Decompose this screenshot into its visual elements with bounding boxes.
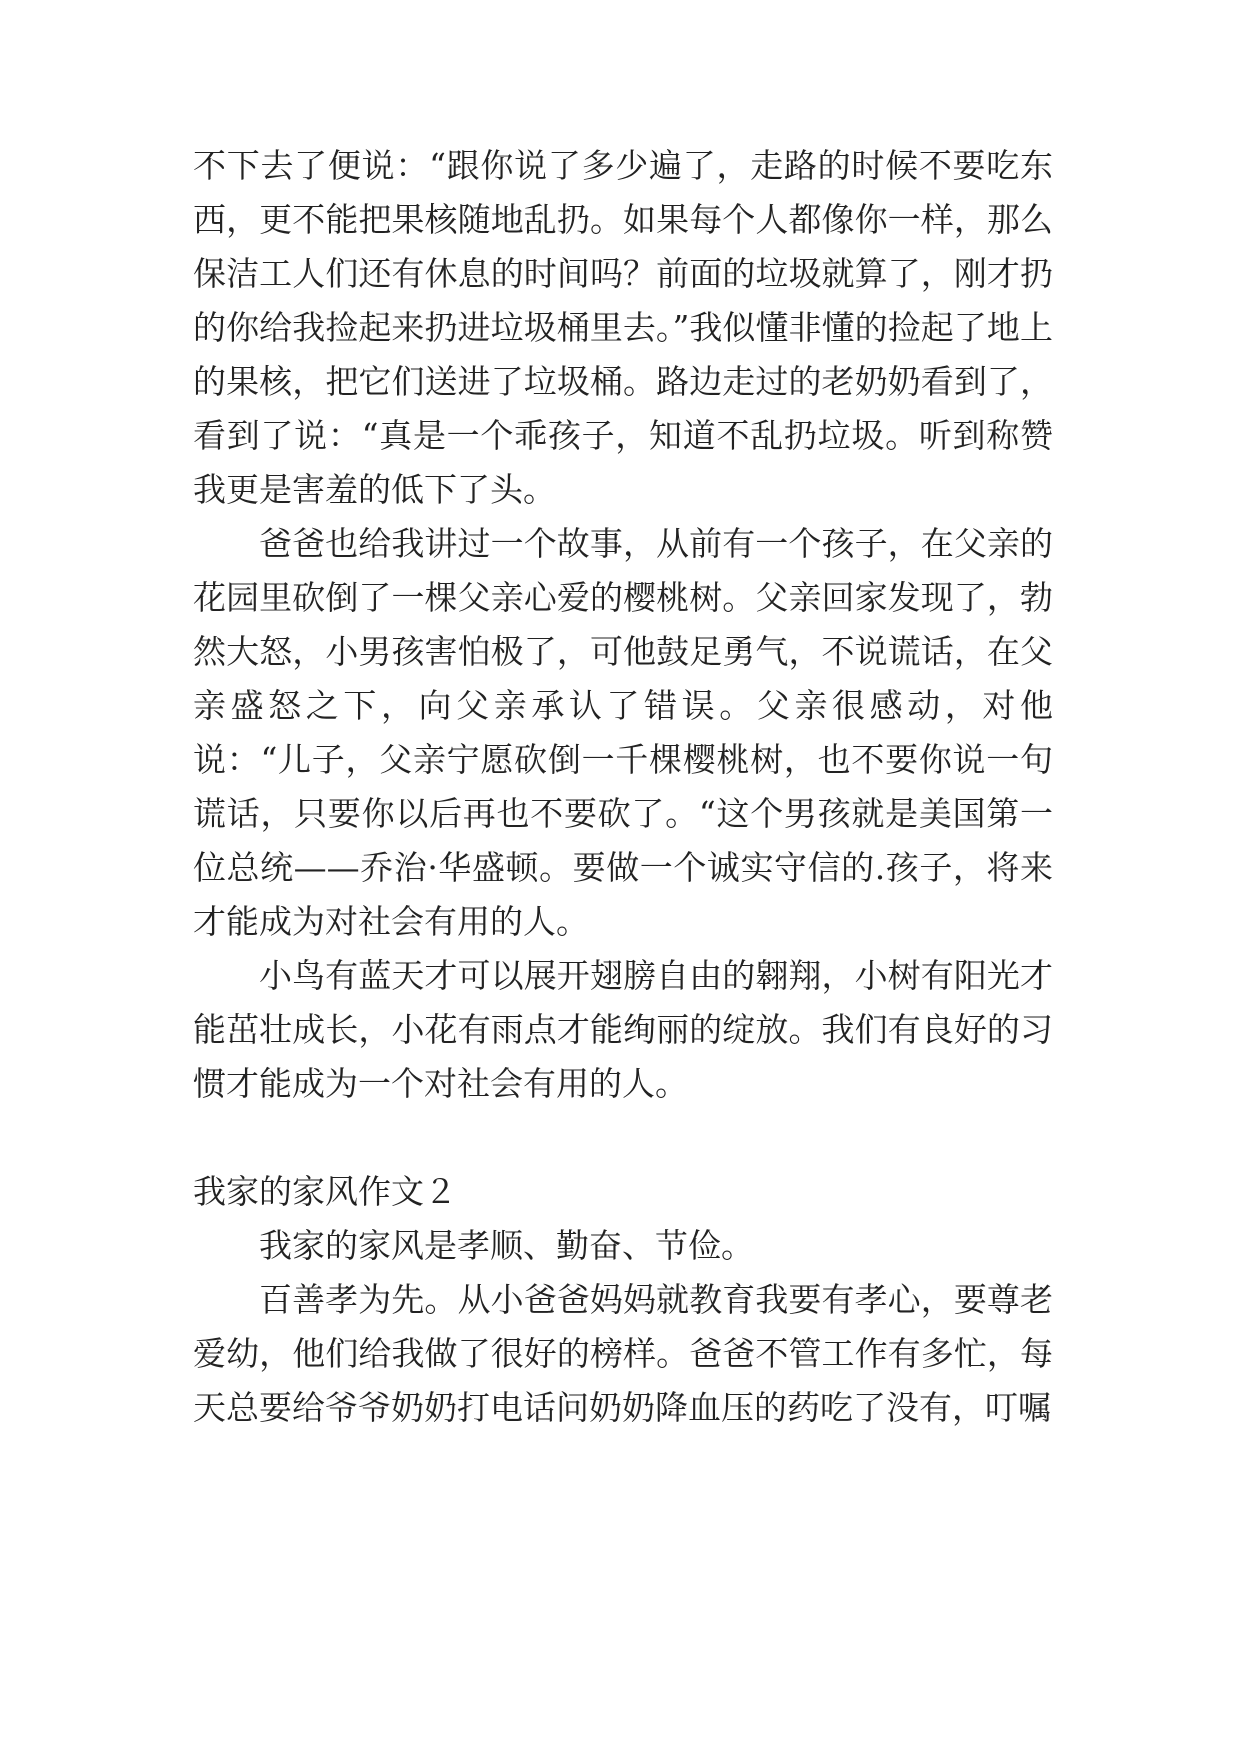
essay-heading: 我家的家风作文２: [193, 1172, 457, 1211]
paragraph-cherry-tree-story: 爸爸也给我讲过一个故事，从前有一个孩子，在父亲的花园里砍倒了一棵父亲心爱的樱桃树。父亲回家发现了，勃然大怒，小男孩害怕极了，可他鼓足勇气，不说谎话，在父亲盛怒之下，向父亲承认了错误。父亲很感动，对他说：“儿子，父亲宁愿砍倒一千棵樱桃树，也不要你说一句谎话，只要你以后再也不要砍了。“这个男孩就是美国第一位总统——乔治·华盛顿。要做一个诚实守信的.孩子，将来才能成为对社会有用的人。: [193, 524, 1053, 941]
paragraph-filial-piety: 百善孝为先。从小爸爸妈妈就教育我要有孝心，要尊老爱幼，他们给我做了很好的榜样。爸爸不管工作有多忙，每天总要给爷爷奶奶打电话问奶奶降血压的药吃了没有，叮嘱: [193, 1280, 1053, 1427]
paragraph-family-values: 我家的家风是孝顺、勤奋、节俭。: [259, 1226, 754, 1265]
paragraph-fruit-pit: 不下去了便说：“跟你说了多少遍了，走路的时候不要吃东西，更不能把果核随地乱扔。如果每个人都像你一样，那么保洁工人们还有休息的时间吗？前面的垃圾就算了，刚才扔的你给我捡起来扔进垃圾桶里去。”我似懂非懂的捡起了地上的果核，把它们送进了垃圾桶。路边走过的老奶奶看到了，看到了说：“真是一个乖孩子，知道不乱扔垃圾。听到称赞我更是害羞的低下了头。: [193, 146, 1053, 509]
document-body: [193, 139, 1053, 1435]
paragraph-good-habits: 小鸟有蓝天才可以展开翅膀自由的翱翔，小树有阳光才能茁壮成长，小花有雨点才能绚丽的绽放。我们有良好的习惯才能成为一个对社会有用的人。: [193, 956, 1053, 1103]
